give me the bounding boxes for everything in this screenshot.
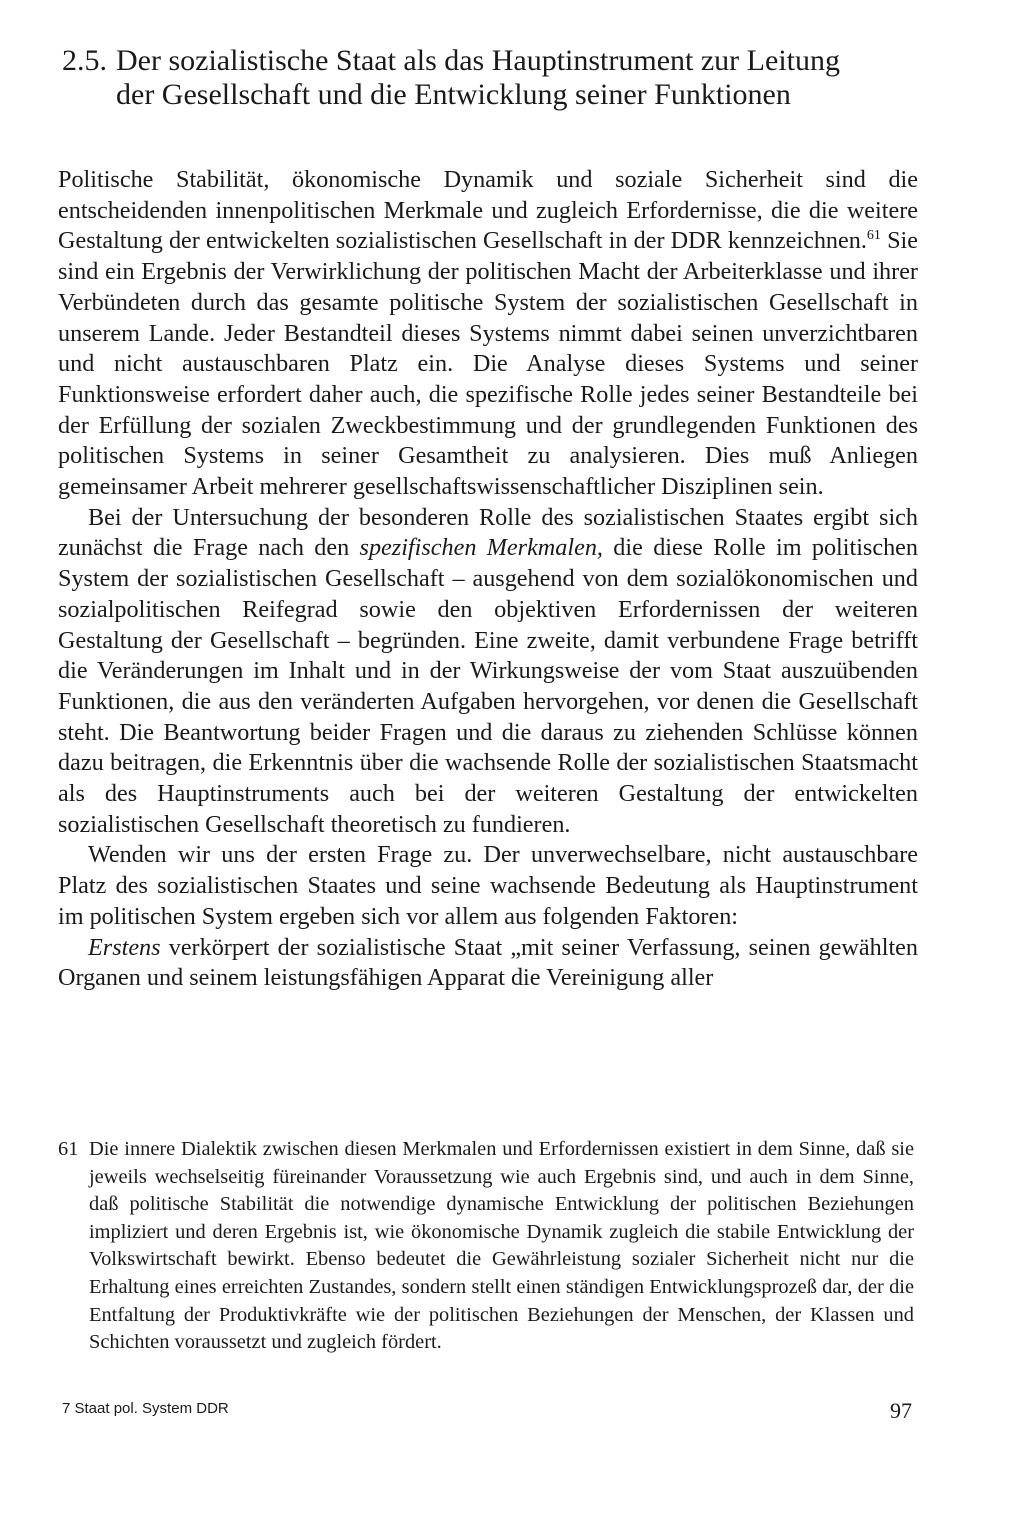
paragraph-3: Wenden wir uns der ersten Frage zu. Der unverwechselbare, nicht austauschbare Platz des sozialistischen Staates und seine wachsende Bedeutung als Hauptinstrument im politischen System ergeben sich vor allem aus folgenden Faktoren:: [58, 841, 918, 930]
section-title-line-1: Der sozialistische Staat als das Hauptinstrument zur Leitung: [116, 44, 840, 77]
paragraph-4: [58, 933, 918, 994]
paragraph-2-emphasis: spezifischen Merkmalen,: [359, 534, 603, 562]
paragraph-4-text: verkörpert der sozialistische Staat „mit seiner Verfassung, seinen gewählten Organen und seinem leistungsfähigen Apparat die Vereinigung aller: [58, 933, 918, 992]
paragraph-1-text-b: Sie sind ein Ergebnis der Verwirklichung der politischen Macht der Arbeiterklasse und ihrer Verbündeten durch das gesamte politische System der sozialistischen Gesellschaft in unserem Lande. Jeder Bestandteil dieses Systems nimmt dabei seinen unverzichtbaren und nicht austauschbaren Platz ein. Die Analyse dieses Systems und seiner Funktionsweise erfordert daher auch, die spezifische Rolle jedes seiner Bestandteile bei der Erfüllung der sozialen Zweckbestimmung und der grundlegenden Funktionen des politischen Systems in seiner Gesamtheit zu analysieren. Dies muß Anliegen gemeinsamer Arbeit mehrerer gesellschaftswissenschaftlicher Disziplinen sein.: [58, 227, 918, 501]
paragraph-4-emphasis: Erstens: [88, 933, 161, 961]
section-title: [116, 44, 922, 112]
paragraph-1: [58, 165, 918, 503]
footnote-text: Die innere Dialektik zwischen diesen Merkmalen und Erfordernissen existiert in dem Sinne, daß sie jeweils wechselseitig füreinander Voraussetzung wie auch Ergebnis sind, und auch in dem Sinne, daß politische Stabilität die notwendige dynamische Entwicklung der politischen Beziehungen impliziert und deren Ergebnis ist, wie ökonomische Dynamik zugleich die stabile Entwicklung der Volkswirtschaft bewirkt. Ebenso bedeutet die Gewährleistung sozialer Sicherheit nicht nur die Erhaltung eines erreichten Zustandes, sondern stellt einen ständigen Entwicklungsprozeß dar, der die Entfaltung der Produktivkräfte wie der politischen Beziehungen der Menschen, der Klassen und Schichten voraussetzt und zugleich fördert.: [89, 1138, 914, 1354]
section-heading: [62, 44, 922, 112]
paragraph-2: [58, 503, 918, 841]
main-text: [58, 165, 918, 994]
paragraph-1-text-a: Politische Stabilität, ökonomische Dynamik und soziale Sicherheit sind die entscheidenden innenpolitischen Merkmale und zugleich Erfordernisse, die die weitere Gestaltung der entwickelten sozialistischen Gesellschaft in der DDR kennzeichnen.: [58, 166, 918, 255]
footnote-reference: 61: [866, 228, 881, 244]
signature-mark: 7 Staat pol. System DDR: [62, 1400, 229, 1417]
footnote-61: [58, 1136, 914, 1357]
section-number: 2.5.: [62, 44, 107, 77]
section-title-line-2: der Gesellschaft und die Entwicklung seiner Funktionen: [116, 78, 791, 111]
paragraph-2-text-a: Bei der Untersuchung der besonderen Rolle des sozialistischen Staates ergibt sich zunächst die Frage nach den: [58, 503, 918, 562]
page-number: 97: [890, 1398, 912, 1423]
paragraph-2-text-b: die diese Rolle im politischen System der sozialistischen Gesellschaft – ausgehend von dem sozialökonomischen und sozialpolitischen Reifegrad sowie den objektiven Erfordernissen der weiteren Gestaltung der Gesellschaft – begründen. Eine zweite, damit verbundene Frage betrifft die Veränderungen im Inhalt und in der Wirkungsweise der vom Staat auszuübenden Funktionen, die aus den veränderten Aufgaben hervorgehen, vor denen die Gesellschaft steht. Die Beantwortung beider Fragen und die daraus zu ziehenden Schlüsse können dazu beitragen, die Erkenntnis über die wachsende Rolle der sozialistischen Staatsmacht als des Hauptinstruments auch bei der weiteren Gestaltung der entwickelten sozialistischen Gesellschaft theoretisch zu fundieren.: [58, 534, 919, 838]
footnote-number: 61: [58, 1138, 79, 1160]
footnotes: [58, 1136, 914, 1357]
